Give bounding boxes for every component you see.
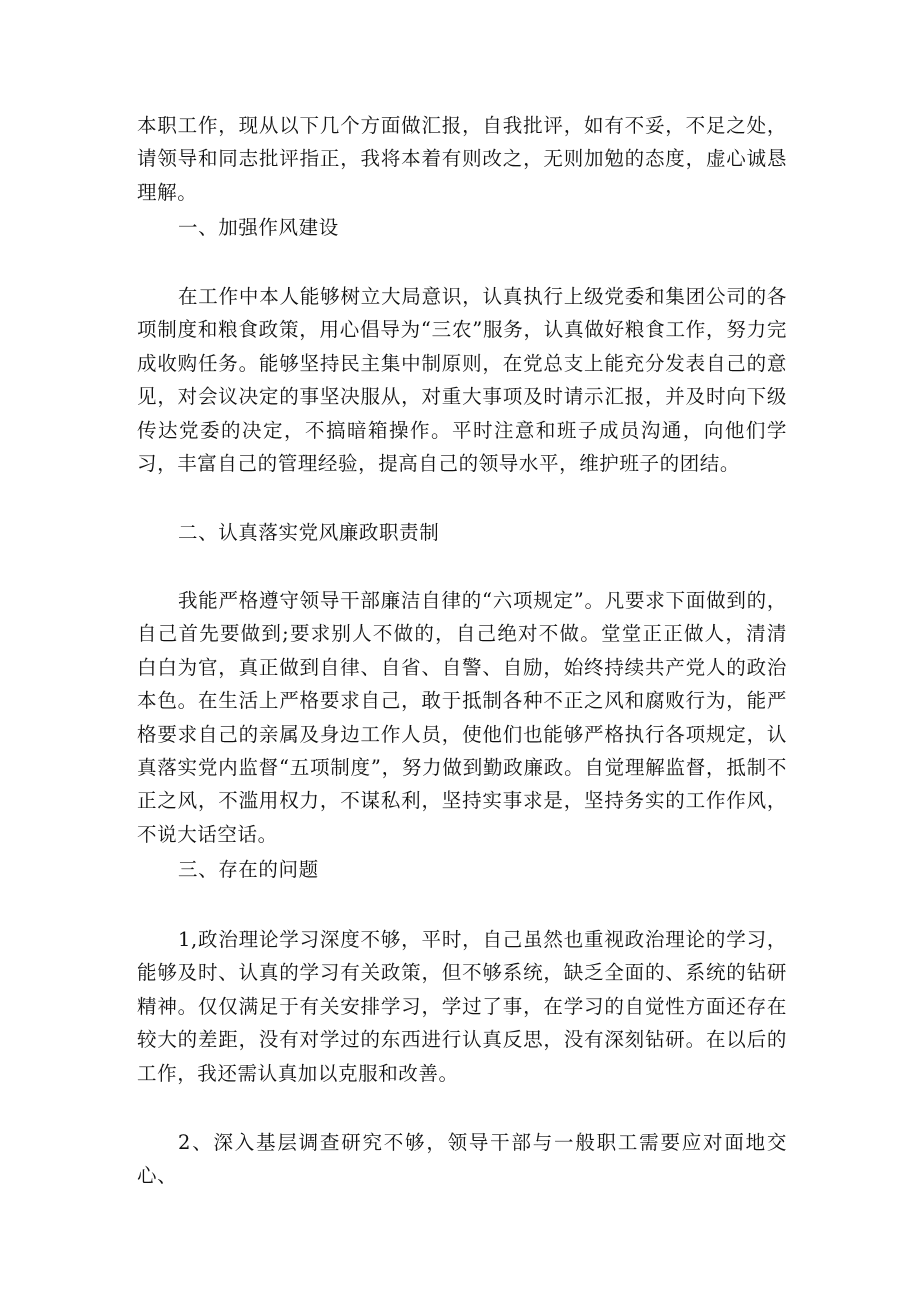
section-2-paragraph: 我能严格遵守领导干部廉洁自律的“六项规定”。凡要求下面做到的，自己首先要做到;要求别人不做的，自己绝对不做。堂堂正正做人，清清白白为官，真正做到自律、自省、自警、自励，始终持续共产党人的政治本色。在生活上严格要求自己，敢于抵制各种不正之风和腐败行为，能严格要求自己的亲属及身边工作人员，使他们也能够严格执行各项规定，认真落实党内监督“五项制度”，努力做到勤政廉政。自觉理解监督，抵制不正之风，不滥用权力，不谋私利，坚持实事求是，坚持务实的工作作风，不说大话空话。 (137, 589, 787, 846)
section-heading-2: 二、认真落实党风廉政职责制 (178, 521, 440, 544)
problem-2-paragraph: 2、深入基层调查研究不够，领导干部与一般职工需要应对面地交心、 (137, 1131, 787, 1188)
problem-1-paragraph: 1,政治理论学习深度不够，平时，自己虽然也重视政治理论的学习，能够及时、认真的学习有关政策，但不够系统，缺乏全面的、系统的钻研精神。仅仅满足于有关安排学习，学过了事，在学习的自觉性方面还存在较大的差距，没有对学过的东西进行认真反思，没有深刻钻研。在以后的工作，我还需认真加以克服和改善。 (137, 928, 787, 1085)
section-1-paragraph: 在工作中本人能够树立大局意识，认真执行上级党委和集团公司的各项制度和粮食政策，用心倡导为“三农”服务，认真做好粮食工作，努力完成收购任务。能够坚持民主集中制原则，在党总支上能充分发表自己的意见，对会议决定的事坚决服从，对重大事项及时请示汇报，并及时向下级传达党委的决定，不搞暗箱操作。平时注意和班子成员沟通，向他们学习，丰富自己的管理经验，提高自己的领导水平，维护班子的团结。 (137, 285, 787, 476)
section-heading-3: 三、存在的问题 (178, 858, 319, 881)
section-heading-1: 一、加强作风建设 (178, 216, 339, 239)
intro-paragraph: 本职工作，现从以下几个方面做汇报，自我批评，如有不妥，不足之处，请领导和同志批评指正，我将本着有则改之，无则加勉的态度，虚心诚恳理解。 (137, 114, 787, 204)
